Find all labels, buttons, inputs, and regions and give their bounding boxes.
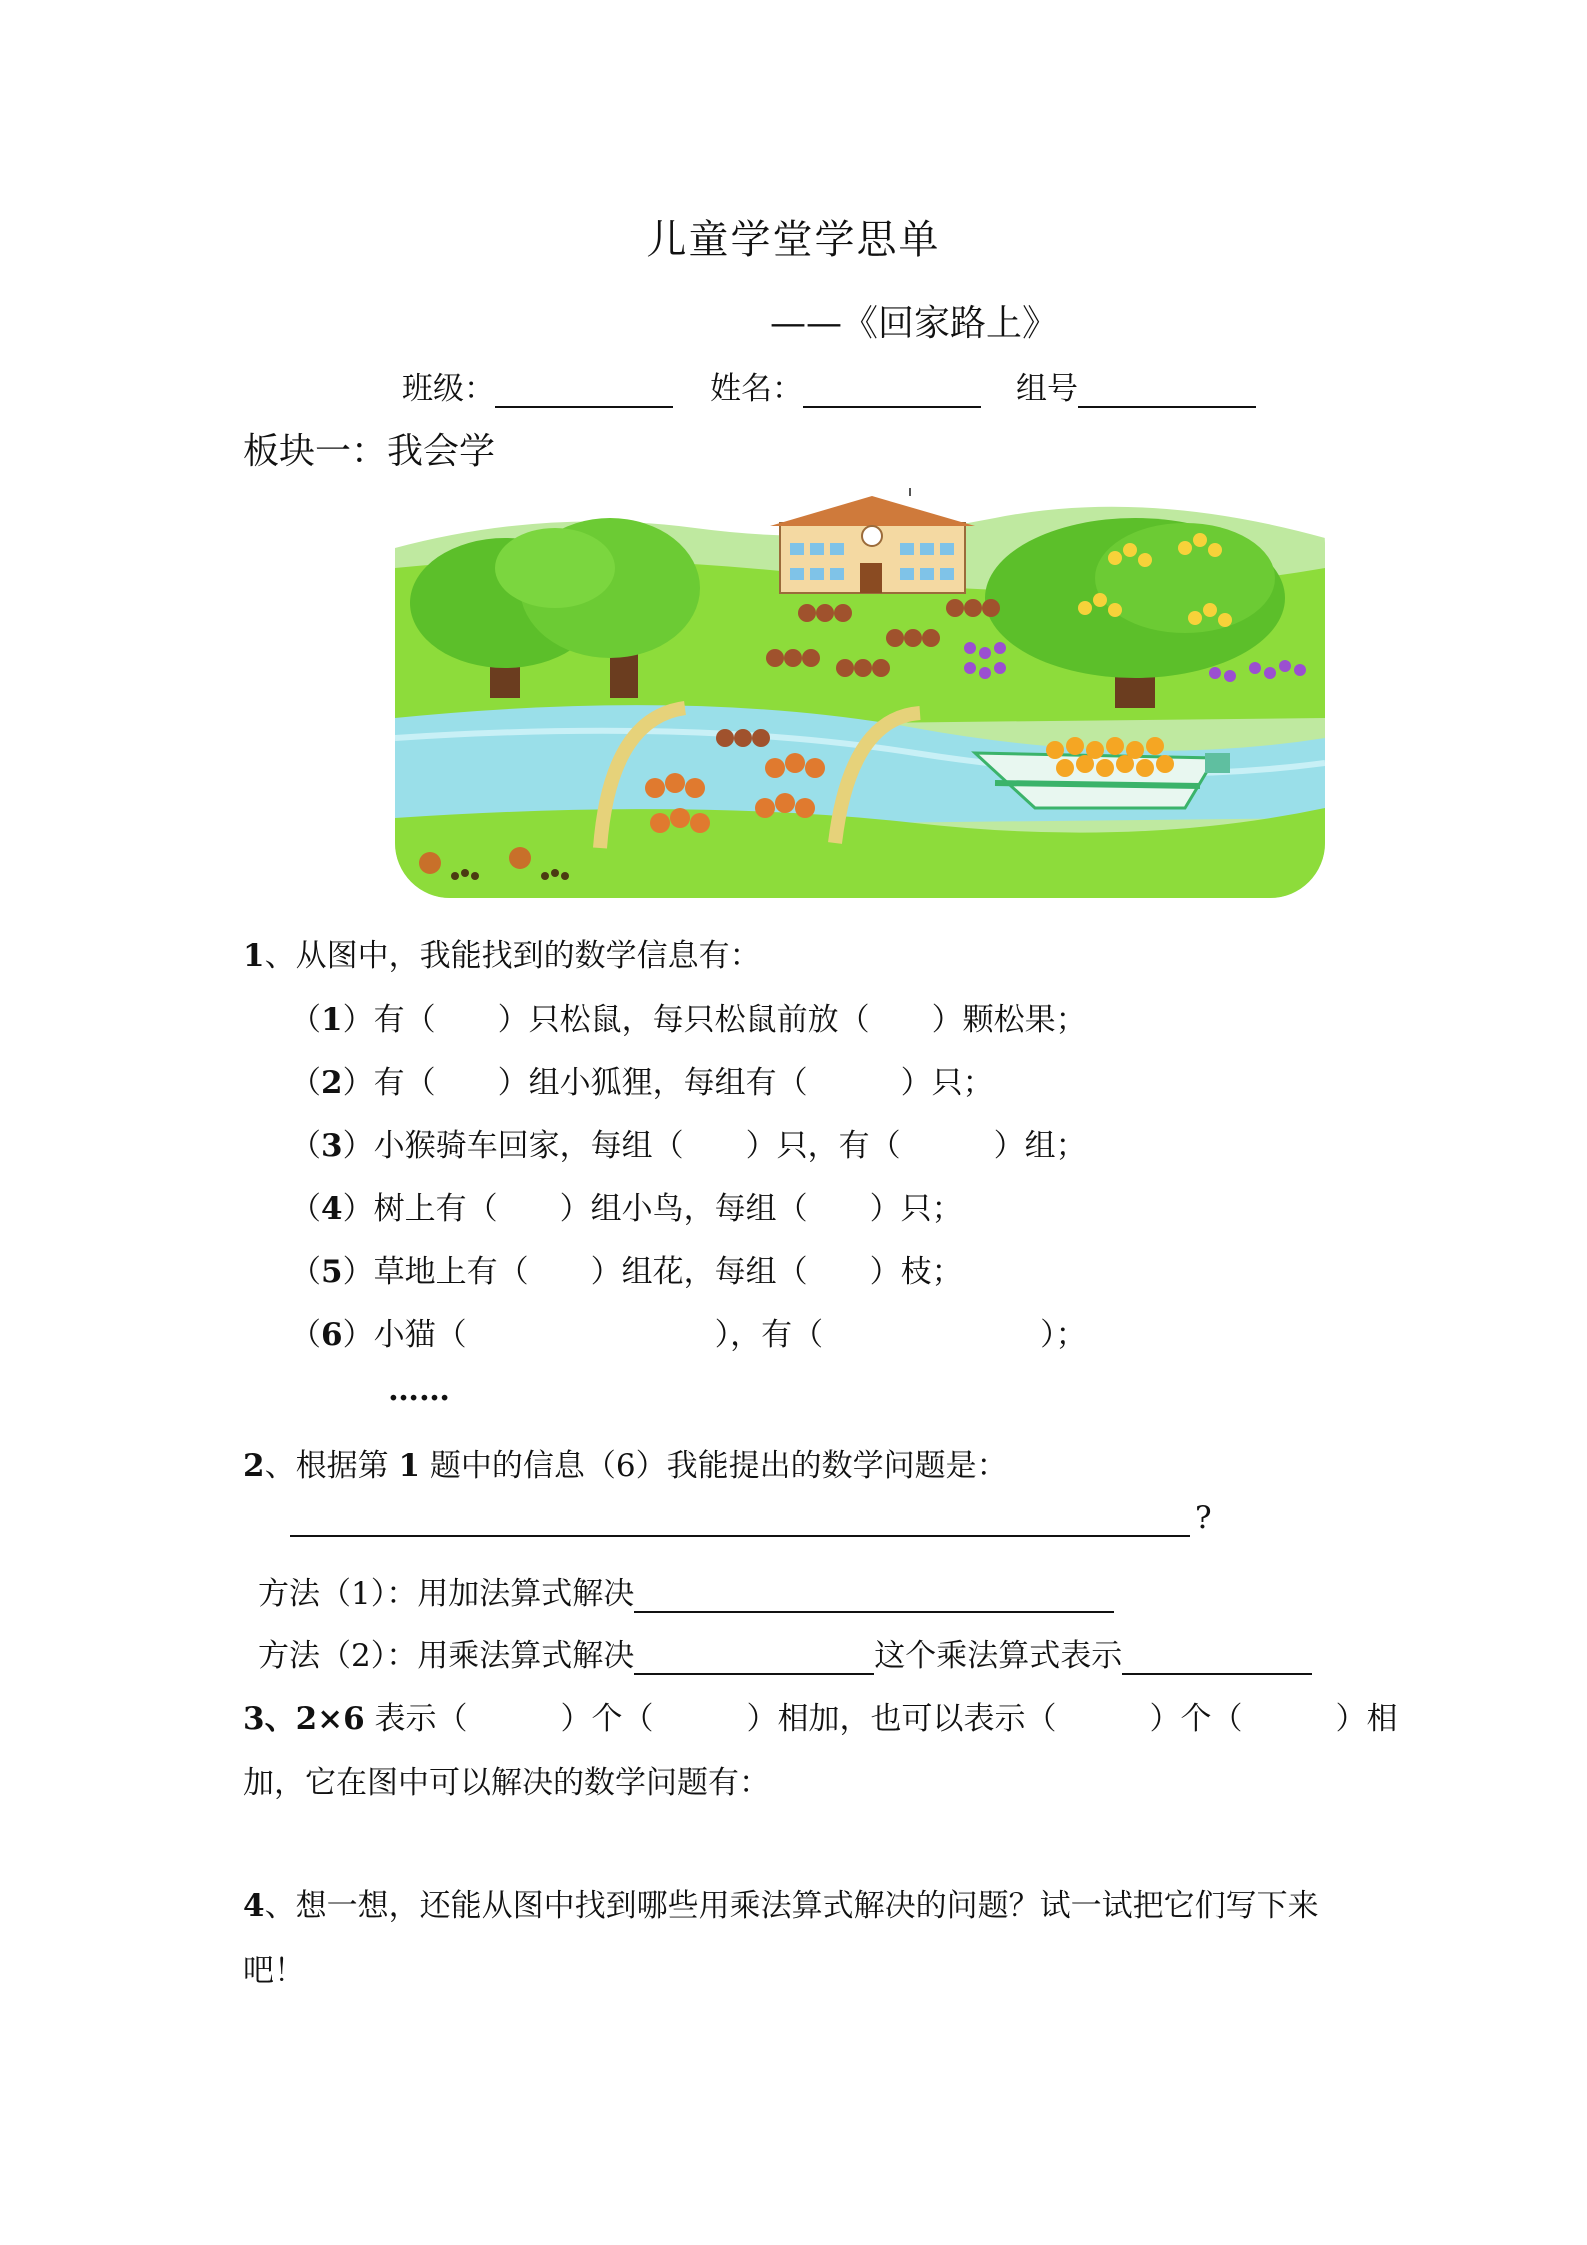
q1-item-1: （1）有（ ）只松鼠，每只松鼠前放（ ）颗松果； [290,1002,1087,1038]
q1-ellipsis: …… [388,1372,450,1408]
question-2-text-a: 、根据第 [264,1448,399,1484]
q1-item-5-text: 草地上有（ ）组花，每组（ ）枝； [373,1254,963,1290]
q1-item-6-text: 小猫（ ），有（ ）； [373,1317,1087,1353]
group-label: 组号 [1016,371,1078,407]
question-1 [243,930,761,975]
q1-item-4-number: 4 [321,1191,343,1227]
method-2 [258,1630,1312,1675]
method-2-meaning-blank[interactable] [1122,1639,1312,1675]
q1-item-3-text: 小猴骑车回家，每组（ ）只，有（ ）组； [373,1128,1087,1164]
question-3-number: 3 [243,1701,265,1737]
name-blank[interactable] [803,372,981,408]
question-2-ref: 1 [398,1448,421,1484]
q1-item-5: （5）草地上有（ ）组花，每组（ ）枝； [290,1254,963,1290]
question-mark: ? [1195,1500,1212,1536]
name-label: 姓名： [710,371,803,407]
question-3 [243,1693,1398,1738]
question-1-text: 、从图中，我能找到的数学信息有： [264,938,761,974]
question-4-number: 4 [243,1888,265,1924]
name-field [710,363,981,408]
question-3-line-1: 表示（ ）个（ ）相加，也可以表示（ ）个（ ）相 [364,1701,1398,1737]
q1-item-2-text: 有（ ）组小狐狸，每组有（ ）只； [373,1065,994,1101]
class-field [402,363,673,408]
q1-item-4-text: 树上有（ ）组小鸟，每组（ ）只； [373,1191,963,1227]
q1-item-2-number: 2 [321,1065,343,1101]
question-3-expression: 、2×6 [264,1701,365,1737]
q1-item-2: （2）有（ ）组小狐狸，每组有（ ）只； [290,1065,994,1101]
q1-item-4: （4）树上有（ ）组小鸟，每组（ ）只； [290,1191,963,1227]
group-blank[interactable] [1078,372,1256,408]
question-2-text-b: 题中的信息（6）我能提出的数学问题是： [420,1448,1008,1484]
method-1 [258,1568,1114,1613]
question-3-line-2: 加，它在图中可以解决的数学问题有： [243,1765,770,1801]
worksheet-title: 儿童学堂学思单 [646,217,941,263]
method-2-meaning-label: 这个乘法算式表示 [874,1638,1123,1674]
question-4 [243,1880,1319,1925]
q1-item-6-number: 6 [321,1317,343,1353]
method-1-label: 方法（1）：用加法算式解决 [258,1576,635,1612]
q1-item-3: （3）小猴骑车回家，每组（ ）只，有（ ）组； [290,1128,1087,1164]
going-home-illustration [395,488,1325,898]
q1-item-1-text: 有（ ）只松鼠，每只松鼠前放（ ）颗松果； [373,1002,1087,1038]
group-field [1016,363,1256,408]
question-1-number: 1 [243,938,265,974]
section-heading: 板块一：我会学 [243,431,496,472]
question-4-line-2: 吧！ [243,1953,305,1989]
class-blank[interactable] [495,372,673,408]
question-4-line-1: 、想一想，还能从图中找到哪些用乘法算式解决的问题？试一试把它们写下来 [264,1888,1319,1924]
q1-item-3-number: 3 [321,1128,343,1164]
question-2-number: 2 [243,1448,265,1484]
class-label: 班级： [402,371,495,407]
q1-item-5-number: 5 [321,1254,343,1290]
question-2-answer-line[interactable] [290,1535,1190,1537]
q1-item-1-number: 1 [321,1002,343,1038]
q1-item-6: （6）小猫（ ），有（ ）； [290,1317,1087,1353]
method-2-label: 方法（2）：用乘法算式解决 [258,1638,635,1674]
method-2-blank[interactable] [634,1639,874,1675]
method-1-blank[interactable] [634,1577,1114,1613]
worksheet-subtitle: ——《回家路上》 [770,303,1059,344]
question-2 [243,1440,1008,1485]
